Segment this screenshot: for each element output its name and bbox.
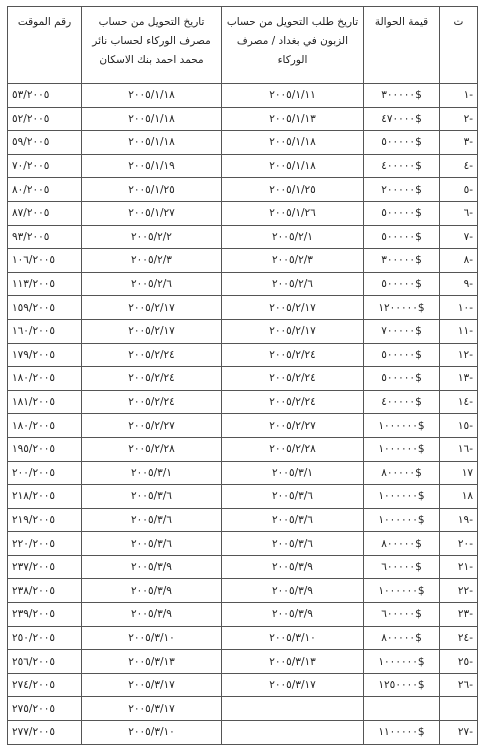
transfer-date-cell: ٢٠٠٥/١/٢٥ [82,178,222,202]
serial-cell [440,697,478,721]
amount-cell: $٤٧٠٠٠٠ [364,107,440,131]
ref-cell: ٢١٩/٢٠٠٥ [8,508,82,532]
ref-cell: ١٦٠/٢٠٠٥ [8,319,82,343]
request-date-cell: ٢٠٠٥/٣/٦ [222,532,364,556]
ref-cell: ١٨٠/٢٠٠٥ [8,367,82,391]
request-date-cell: ٢٠٠٥/١/١٨ [222,154,364,178]
serial-cell: -٢٢ [440,579,478,603]
transfer-date-cell: ٢٠٠٥/٢/٢ [82,225,222,249]
transfer-date-cell: ٢٠٠٥/٣/٦ [82,532,222,556]
transfer-date-cell: ٢٠٠٥/٣/١٧ [82,697,222,721]
amount-cell: $١٠٠٠٠٠٠ [364,414,440,438]
table-row [8,390,478,414]
table-row [8,272,478,296]
transfers-table [7,6,478,745]
header-serial: ت [440,7,478,84]
table-row [8,461,478,485]
transfer-date-cell: ٢٠٠٥/٣/١٣ [82,650,222,674]
table-row [8,131,478,155]
ref-cell: ٢٧٥/٢٠٠٥ [8,697,82,721]
ref-cell: ٢٧٧/٢٠٠٥ [8,721,82,745]
transfer-date-cell: ٢٠٠٥/٢/٢٨ [82,437,222,461]
amount-cell: $٨٠٠٠٠٠ [364,461,440,485]
amount-cell: $١٠٠٠٠٠٠ [364,579,440,603]
ref-cell: ٢٢٠/٢٠٠٥ [8,532,82,556]
request-date-cell: ٢٠٠٥/٣/٦ [222,508,364,532]
request-date-cell: ٢٠٠٥/١/١٣ [222,107,364,131]
amount-cell: $٥٠٠٠٠٠ [364,367,440,391]
table-row [8,437,478,461]
request-date-cell: ٢٠٠٥/١/٢٥ [222,178,364,202]
serial-cell: ١٧ [440,461,478,485]
request-date-cell: ٢٠٠٥/٢/١٧ [222,296,364,320]
serial-cell: -١١ [440,319,478,343]
amount-cell: $٥٠٠٠٠٠ [364,131,440,155]
header-row [8,7,478,84]
request-date-cell: ٢٠٠٥/٢/٢٤ [222,343,364,367]
amount-cell: $٤٠٠٠٠٠ [364,154,440,178]
amount-cell: $١٠٠٠٠٠٠ [364,508,440,532]
serial-cell: -٦ [440,201,478,225]
amount-cell: $٨٠٠٠٠٠ [364,532,440,556]
ref-cell: ٢٠٠/٢٠٠٥ [8,461,82,485]
table-row [8,532,478,556]
ref-cell: ٢٣٨/٢٠٠٥ [8,579,82,603]
serial-cell: -٣ [440,131,478,155]
transfer-date-cell: ٢٠٠٥/٣/١٠ [82,721,222,745]
ref-cell: ٨٧/٢٠٠٥ [8,201,82,225]
serial-cell: -٨ [440,249,478,273]
amount-cell: $١٢٥٠٠٠٠ [364,673,440,697]
request-date-cell: ٢٠٠٥/١/١٨ [222,131,364,155]
amount-cell: $٣٠٠٠٠٠ [364,84,440,108]
request-date-cell [222,721,364,745]
ref-cell: ٧٠/٢٠٠٥ [8,154,82,178]
request-date-cell: ٢٠٠٥/٣/٩ [222,555,364,579]
amount-cell: $٤٠٠٠٠٠ [364,390,440,414]
serial-cell: -٢٠ [440,532,478,556]
request-date-cell: ٢٠٠٥/٢/٢٤ [222,367,364,391]
transfer-date-cell: ٢٠٠٥/٣/١ [82,461,222,485]
table-row [8,626,478,650]
header-request-date: تاريخ طلب التحويل من حساب الزبون في بغداد / مصرف الوركاء [222,7,364,84]
ref-cell: ١٠٦/٢٠٠٥ [8,249,82,273]
ref-cell: ٢٧٤/٢٠٠٥ [8,673,82,697]
request-date-cell: ٢٠٠٥/٣/٩ [222,603,364,627]
amount-cell: $٢٠٠٠٠٠ [364,178,440,202]
table-row [8,319,478,343]
transfer-date-cell: ٢٠٠٥/٣/٩ [82,579,222,603]
request-date-cell: ٢٠٠٥/٣/٩ [222,579,364,603]
serial-cell: -١٠ [440,296,478,320]
transfer-date-cell: ٢٠٠٥/٣/١٠ [82,626,222,650]
header-ref: رقم الموقت [8,7,82,84]
request-date-cell: ٢٠٠٥/٣/١٣ [222,650,364,674]
ref-cell: ٢١٨/٢٠٠٥ [8,485,82,509]
table-row [8,343,478,367]
amount-cell: $١٢٠٠٠٠٠ [364,296,440,320]
ref-cell: ٨٠/٢٠٠٥ [8,178,82,202]
ref-cell: ١٨١/٢٠٠٥ [8,390,82,414]
serial-cell: -٤ [440,154,478,178]
ref-cell: ٥٩/٢٠٠٥ [8,131,82,155]
ref-cell: ١٨٠/٢٠٠٥ [8,414,82,438]
serial-cell: -٧ [440,225,478,249]
serial-cell: -٢ [440,107,478,131]
table-row [8,485,478,509]
table-row [8,84,478,108]
request-date-cell: ٢٠٠٥/٣/٦ [222,485,364,509]
amount-cell: $٣٠٠٠٠٠ [364,249,440,273]
amount-cell: $٥٠٠٠٠٠ [364,343,440,367]
transfer-date-cell: ٢٠٠٥/٢/٢٧ [82,414,222,438]
transfer-date-cell: ٢٠٠٥/١/١٨ [82,131,222,155]
table-row [8,603,478,627]
transfer-date-cell: ٢٠٠٥/٣/٦ [82,508,222,532]
amount-cell: $٨٠٠٠٠٠ [364,626,440,650]
table-row [8,154,478,178]
request-date-cell: ٢٠٠٥/٢/٦ [222,272,364,296]
serial-cell: -١٤ [440,390,478,414]
request-date-cell: ٢٠٠٥/٢/٢٤ [222,390,364,414]
transfer-date-cell: ٢٠٠٥/٢/٢٤ [82,343,222,367]
serial-cell: -١٦ [440,437,478,461]
table-row [8,249,478,273]
ref-cell: ٩٣/٢٠٠٥ [8,225,82,249]
serial-cell: -١٢ [440,343,478,367]
transfer-date-cell: ٢٠٠٥/٣/٩ [82,555,222,579]
table-row [8,367,478,391]
request-date-cell: ٢٠٠٥/١/١١ [222,84,364,108]
amount-cell: $١٠٠٠٠٠٠ [364,437,440,461]
ref-cell: ١٥٩/٢٠٠٥ [8,296,82,320]
amount-cell: $٥٠٠٠٠٠ [364,272,440,296]
header-amount: قيمة الحوالة [364,7,440,84]
ref-cell: ١٩٥/٢٠٠٥ [8,437,82,461]
transfer-date-cell: ٢٠٠٥/٢/١٧ [82,319,222,343]
table-row [8,414,478,438]
transfer-date-cell: ٢٠٠٥/١/٢٧ [82,201,222,225]
amount-cell: $٦٠٠٠٠٠ [364,555,440,579]
amount-cell: $١٠٠٠٠٠٠ [364,485,440,509]
table-row [8,697,478,721]
transfer-date-cell: ٢٠٠٥/٢/١٧ [82,296,222,320]
request-date-cell: ٢٠٠٥/٣/١ [222,461,364,485]
amount-cell: $٥٠٠٠٠٠ [364,201,440,225]
serial-cell: -٢٧ [440,721,478,745]
transfer-date-cell: ٢٠٠٥/١/١٩ [82,154,222,178]
request-date-cell [222,697,364,721]
table-row [8,555,478,579]
amount-cell: $١١٠٠٠٠٠ [364,721,440,745]
serial-cell: ١٨ [440,485,478,509]
serial-cell: -٢٦ [440,673,478,697]
amount-cell: $٦٠٠٠٠٠ [364,603,440,627]
serial-cell: -٢٤ [440,626,478,650]
ref-cell: ٢٥٦/٢٠٠٥ [8,650,82,674]
table-row [8,721,478,745]
table-row [8,178,478,202]
table-row [8,201,478,225]
table-row [8,650,478,674]
amount-cell: $١٠٠٠٠٠٠ [364,650,440,674]
transfer-date-cell: ٢٠٠٥/٢/٢٤ [82,390,222,414]
ref-cell: ٥٣/٢٠٠٥ [8,84,82,108]
transfer-date-cell: ٢٠٠٥/٣/١٧ [82,673,222,697]
transfer-date-cell: ٢٠٠٥/١/١٨ [82,84,222,108]
transfer-date-cell: ٢٠٠٥/١/١٨ [82,107,222,131]
transfer-date-cell: ٢٠٠٥/٣/٩ [82,603,222,627]
ref-cell: ٥٢/٢٠٠٥ [8,107,82,131]
table-row [8,508,478,532]
table-row [8,225,478,249]
request-date-cell: ٢٠٠٥/٢/٢٧ [222,414,364,438]
serial-cell: -٢٣ [440,603,478,627]
request-date-cell: ٢٠٠٥/١/٢٦ [222,201,364,225]
ref-cell: ٢٣٧/٢٠٠٥ [8,555,82,579]
amount-cell: $٧٠٠٠٠٠ [364,319,440,343]
request-date-cell: ٢٠٠٥/٢/٢٨ [222,437,364,461]
request-date-cell: ٢٠٠٥/٣/١٧ [222,673,364,697]
table-row [8,673,478,697]
table-row [8,107,478,131]
transfer-date-cell: ٢٠٠٥/٢/٦ [82,272,222,296]
serial-cell: -١ [440,84,478,108]
ref-cell: ٢٥٠/٢٠٠٥ [8,626,82,650]
serial-cell: -٥ [440,178,478,202]
transfer-date-cell: ٢٠٠٥/٢/٣ [82,249,222,273]
serial-cell: -١٥ [440,414,478,438]
serial-cell: -٢٥ [440,650,478,674]
serial-cell: -١٩ [440,508,478,532]
table-row [8,579,478,603]
table-row [8,296,478,320]
transfer-date-cell: ٢٠٠٥/٣/٦ [82,485,222,509]
transfer-date-cell: ٢٠٠٥/٢/٢٤ [82,367,222,391]
request-date-cell: ٢٠٠٥/٢/٣ [222,249,364,273]
request-date-cell: ٢٠٠٥/٣/١٠ [222,626,364,650]
header-transfer-date: تاريخ التحويل من حساب مصرف الوركاء لحساب نائر محمد احمد بنك الاسكان [82,7,222,84]
amount-cell [364,697,440,721]
ref-cell: ٢٣٩/٢٠٠٥ [8,603,82,627]
amount-cell: $٥٠٠٠٠٠ [364,225,440,249]
serial-cell: -٢١ [440,555,478,579]
request-date-cell: ٢٠٠٥/٢/١٧ [222,319,364,343]
request-date-cell: ٢٠٠٥/٢/١ [222,225,364,249]
ref-cell: ١١٣/٢٠٠٥ [8,272,82,296]
serial-cell: -٩ [440,272,478,296]
serial-cell: -١٣ [440,367,478,391]
ref-cell: ١٧٩/٢٠٠٥ [8,343,82,367]
